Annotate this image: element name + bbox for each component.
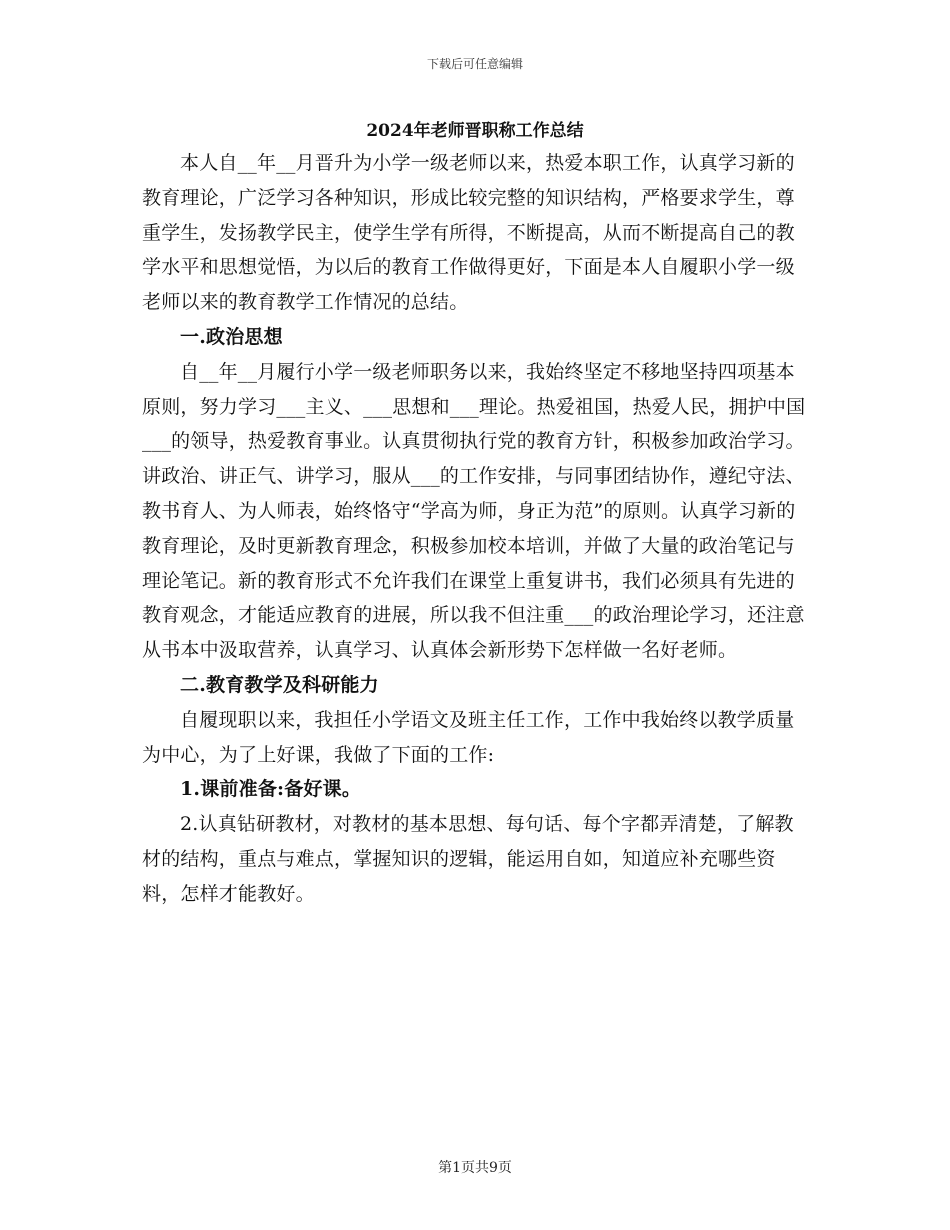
- section-heading-politics: 一.政治思想: [180, 325, 283, 348]
- section-heading-teaching: 二.教育教学及科研能力: [180, 673, 379, 696]
- document-title: 2024年老师晋职称工作总结: [366, 121, 584, 141]
- politics-paragraph: 自__年__月履行小学一级老师职务以来，我始终坚定不移地坚持四项基本原则，努力学习___主义、___思想和___理论。热爱祖国，热爱人民，拥护中国___的领导，热爱教育事业。认真贯彻执行党的教育方针，积极参加政治学习。讲政治、讲正气、讲学习，服从___的工作安排，与同事团结协作，遵纪守法、教书育人、为人师表，始终恪守“学高为师，身正为范”的原则。认真学习新的教育理论，及时更新教育理念，积极参加校本培训，并做了大量的政治笔记与理论笔记。新的教育形式不允许我们在课堂上重复讲书，我们必须具有先进的教育观念，才能适应教育的进展，所以我不但注重___的政治理论学习，还注意从书本中汲取营养，认真学习、认真体会新形势下怎样做一名好老师。: [142, 360, 806, 662]
- teaching-paragraph: 自履现职以来，我担任小学语文及班主任工作，工作中我始终以教学质量为中心，为了上好课，我做了下面的工作:: [142, 708, 795, 766]
- header-note: 下载后可任意编辑: [426, 57, 523, 71]
- subheading-preparation: 1.课前准备:备好课。: [180, 778, 362, 801]
- textbook-study-paragraph: 2.认真钻研教材，对教材的基本思想、每句话、每个字都弄清楚，了解教材的结构，重点与难点，掌握知识的逻辑，能运用自如，知道应补充哪些资料，怎样才能教好。: [142, 813, 794, 905]
- intro-paragraph: 本人自__年__月晋升为小学一级老师以来，热爱本职工作，认真学习新的教育理论，广泛学习各种知识，形成比较完整的知识结构，严格要求学生，尊重学生，发扬教学民主，使学生学有所得，不断提高，从而不断提高自己的教学水平和思想觉悟，为以后的教育工作做得更好，下面是本人自履职小学一级老师以来的教育教学工作情况的总结。: [142, 152, 795, 314]
- page-number-footer: 第1页共9页: [438, 1160, 512, 1176]
- document-body: [142, 146, 810, 912]
